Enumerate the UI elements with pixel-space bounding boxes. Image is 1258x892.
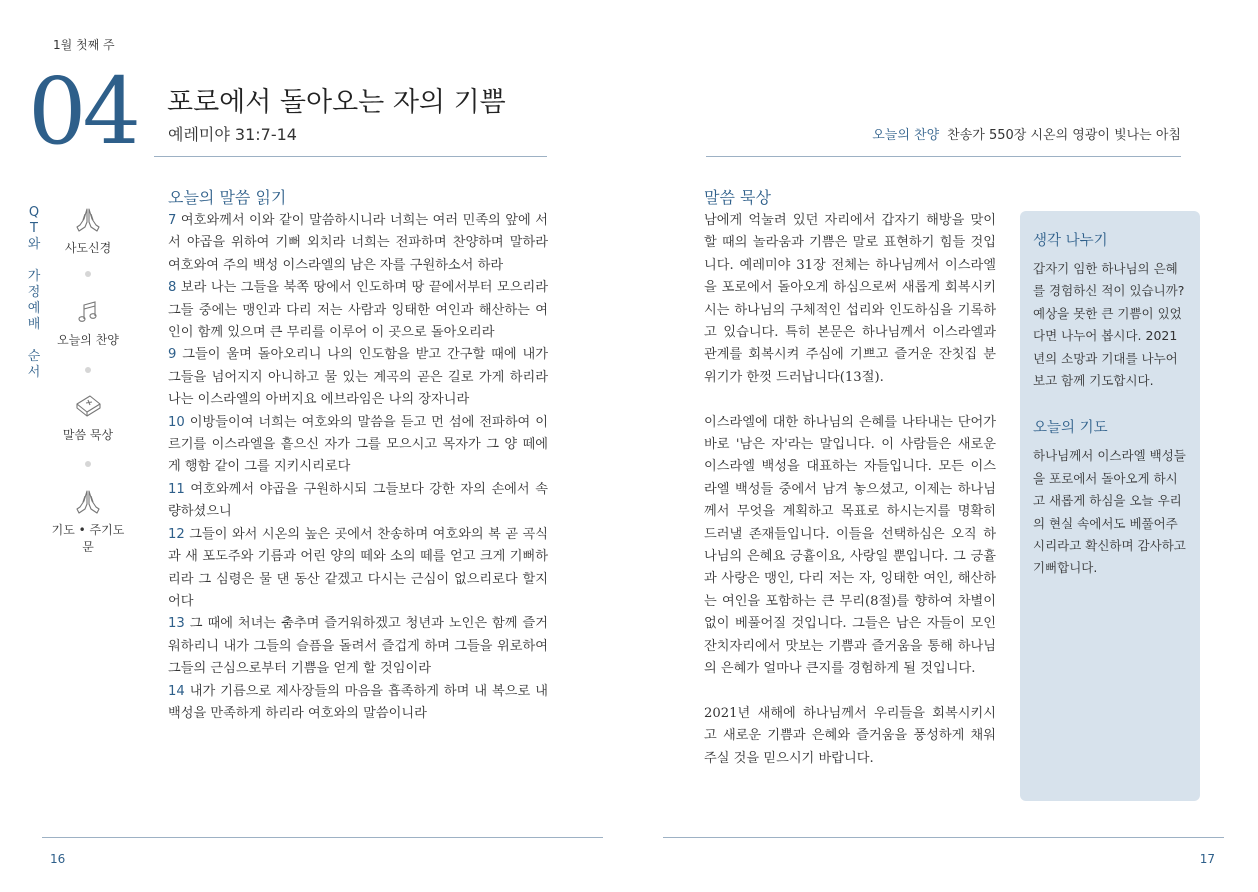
verse-text: 보라 나는 그들을 북쪽 땅에서 인도하며 땅 끝에서부터 모으리라 그들 중에는 맹인과 다리 저는 사람과 잉태한 여인과 해산하는 여인이 함께 있으며 큰 무리를 이루어 이 곳으로 돌아오리라	[168, 280, 548, 341]
verse	[168, 681, 548, 726]
sidebar-dot	[85, 271, 91, 277]
bible-icon	[73, 392, 103, 422]
page-title: 포로에서 돌아오는 자의 기쁨	[167, 87, 506, 118]
sidebar-item-meditation	[48, 392, 128, 443]
footer-divider-left	[42, 837, 603, 838]
vtitle-char: 정	[27, 285, 41, 300]
praying-hands-icon	[73, 205, 103, 235]
verse-number: 7	[168, 213, 177, 228]
verse	[168, 479, 548, 524]
verse-text: 그들이 와서 시온의 높은 곳에서 찬송하며 여호와의 복 곧 곡식과 새 포도주와 기름과 어린 양의 떼와 소의 떼를 얻고 크게 기뻐하리라 그 심령은 물 댄 동산 같겠고 다시는 근심이 없으리로다 할지어다	[168, 526, 548, 609]
vtitle-char: 가	[27, 269, 41, 284]
verse-number: 10	[168, 414, 185, 430]
praying-hands-icon	[73, 487, 103, 517]
vtitle-gap	[26, 333, 42, 349]
vtitle-char: 서	[27, 365, 41, 380]
verse-number: 9	[168, 347, 177, 363]
sidebar-item-label: 말씀 묵상	[62, 428, 114, 442]
discussion-box	[1020, 211, 1200, 801]
sidebar-item-prayer	[48, 487, 128, 555]
verse-number: 11	[168, 481, 185, 497]
scripture-reference: 예레미야 31:7-14	[168, 125, 297, 144]
verse	[168, 524, 548, 614]
praise-song: 찬송가 550장 시온의 영광이 빛나는 아침	[947, 128, 1181, 143]
page-number-left: 16	[50, 852, 66, 866]
verse-number: 8	[168, 280, 177, 296]
sidebar-item-label: 오늘의 찬양	[57, 333, 119, 347]
verse-text: 이방들이여 너희는 여호와의 말씀을 듣고 먼 섬에 전파하여 이르기를 이스라엘을 흩으신 자가 그를 모으시고 목자가 그 양 떼에게 행함 같이 그를 지키시리로다	[168, 414, 548, 475]
vtitle-char: 배	[27, 317, 41, 332]
verse-number: 14	[168, 683, 185, 699]
sidebar-dot	[85, 367, 91, 373]
week-label: 1월 첫째 주	[53, 38, 115, 52]
meditation-paragraph: 2021년 새해에 하나님께서 우리들을 회복시키시고 새로운 기쁨과 은혜와 즐거움을 풍성하게 채워주실 것을 믿으시기 바랍니다.	[704, 705, 996, 766]
vtitle-char: 예	[27, 301, 41, 316]
verse-text: 그들이 울며 돌아오리니 나의 인도함을 받고 간구할 때에 내가 그들을 넘어지지 아니하고 물 있는 계곡의 곧은 길로 가게 하리라 나는 이스라엘의 아버지요 에브라임은 나의 장자니라	[168, 347, 548, 408]
meditation-paragraph: 남에게 억눌려 있던 자리에서 갑자기 해방을 맞이할 때의 놀라움과 기쁨은 말로 표현하기 힘들 것입니다. 예레미야 31장 전체는 하나님께서 이스라엘을 포로에서 돌아오게 하심으로써 새롭게 회복시키시는 하나님의 구체적인 섭리와 인도하심을 기록하고 있습니다. 특히 본문은 하나님께서 이스라엘과 관계를 회복시켜 주심에 기쁘고 즐거운 잔칫집 분위기가 한껏 드러납니다(13절).	[704, 213, 996, 385]
header-divider-left	[154, 156, 547, 157]
reading-heading: 오늘의 말씀 읽기	[168, 188, 287, 207]
verse	[168, 344, 548, 411]
verse-text: 여호와께서 이와 같이 말씀하시니라 너희는 여러 민족의 앞에 서서 야곱을 위하여 기뻐 외치라 너희는 전파하며 찬양하며 말하라 여호와여 주의 백성 이스라엘의 남은 자를 구원하소서 하라	[168, 213, 548, 273]
verse-text: 그 때에 처녀는 춤추며 즐거워하겠고 청년과 노인은 함께 즐거워하리니 내가 그들의 슬픔을 돌려서 즐겁게 하며 그들을 위로하여 그들의 근심으로부터 기쁨을 얻게 할 것임이라	[168, 616, 548, 677]
meditation-paragraph: 이스라엘에 대한 하나님의 은혜를 나타내는 단어가 바로 '남은 자'라는 말입니다. 이 사람들은 새로운 이스라엘 백성을 대표하는 자들입니다. 모든 이스라엘 백성들 중에서 남겨 놓으셨고, 이제는 하나님께서 무엇을 계획하고 목표로 하시는지를 명확히 드러낼 존재들입니다. 이들을 선택하심은 오직 하나님의 은혜요 긍휼이요, 사랑일 뿐입니다. 그 긍휼과 사랑은 맹인, 다리 저는 자, 잉태한 여인, 해산하는 여인을 포함하는 큰 무리(8절)를 향하여 차별이 없이 베풀어질 것입니다. 그들은 남은 자들이 모인 잔치자리에서 맛보는 기쁨과 즐거움을 통해 하나님의 은혜가 얼마나 큰지를 경험하게 될 것입니다.	[704, 414, 996, 677]
bible-passage	[168, 210, 548, 725]
vertical-section-title	[26, 205, 42, 381]
box-spacer	[1033, 392, 1188, 416]
verse-number: 13	[168, 616, 185, 632]
vtitle-char: 와	[27, 237, 41, 252]
sharing-text: 갑자기 임한 하나님의 은혜를 경험하신 적이 있습니까? 예상을 못한 큰 기쁨이 있었다면 나누어 봅시다. 2021년의 소망과 기대를 나누어 보고 함께 기도합시다.	[1033, 261, 1185, 389]
meditation-body	[704, 210, 996, 793]
vtitle-char: T	[30, 221, 38, 236]
vtitle-char: 순	[27, 349, 41, 364]
sidebar-item-creed	[48, 205, 128, 256]
verse-text: 내가 기름으로 제사장들의 마음을 흡족하게 하며 내 복으로 내 백성을 만족하게 하리라 여호와의 말씀이니라	[168, 683, 548, 721]
verse	[168, 277, 548, 344]
verse	[168, 613, 548, 680]
day-number: 04	[28, 58, 138, 165]
vtitle-char: Q	[28, 205, 40, 220]
sharing-heading: 생각 나누기	[1033, 233, 1108, 249]
sidebar-dot	[85, 461, 91, 467]
verse-text: 여호와께서 야곱을 구원하시되 그들보다 강한 자의 손에서 속량하셨으니	[168, 481, 548, 520]
page-number-right: 17	[1199, 852, 1215, 866]
music-note-icon	[73, 297, 103, 327]
header-divider-right	[706, 156, 1181, 157]
sidebar-item-label: 기도 • 주기도문	[51, 523, 125, 554]
verse-number: 12	[168, 526, 185, 542]
sidebar-item-praise	[48, 297, 128, 348]
todays-praise	[872, 124, 1181, 143]
praise-label: 오늘의 찬양	[872, 128, 940, 143]
footer-divider-right	[663, 837, 1224, 838]
vtitle-gap	[26, 253, 42, 269]
meditation-heading: 말씀 묵상	[704, 188, 771, 207]
verse	[168, 210, 548, 277]
verse	[168, 412, 548, 479]
prayer-heading: 오늘의 기도	[1033, 420, 1108, 437]
prayer-text: 하나님께서 이스라엘 백성들을 포로에서 돌아오게 하시고 새롭게 하심을 오늘 우리의 현실 속에서도 베풀어주시리라고 확신하며 감사하고 기뻐합니다.	[1033, 448, 1186, 576]
sidebar-item-label: 사도신경	[64, 241, 112, 255]
